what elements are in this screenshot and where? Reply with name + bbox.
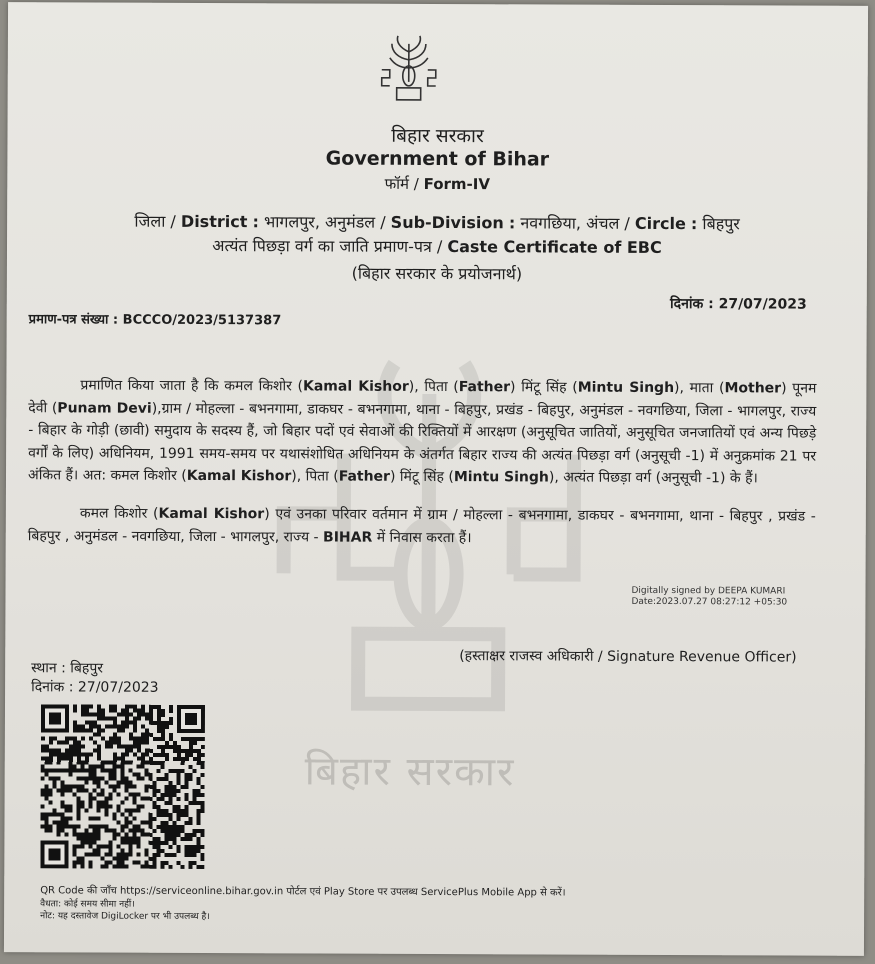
certificate-number: प्रमाण-पत्र संख्या : BCCCO/2023/5137387: [28, 312, 282, 329]
place-date: दिनांक : 27/07/2023: [31, 679, 159, 696]
form-number: फॉर्म / Form-IV: [384, 174, 491, 194]
residence-paragraph: कमल किशोर (Kamal Kishor) एवं उनका परिवार वर्तमान में ग्राम / मोहल्ला - बभनगामा, डाकघर - बभनगामा, थाना - बिहपुर , प्रखंड - बिहपुर , अनुमंडल - नवगछिया, जिला - भागलपुर, राज्य - BIHAR में निवास करता हैं।: [27, 505, 816, 546]
jurisdiction-line: जिला / District : भागलपुर, अनुमंडल / Sub-Division : नवगछिया, अंचल / Circle : बिहपुर: [134, 211, 740, 234]
place: स्थान : बिहपुर: [31, 660, 104, 677]
validity-note: वैधता: कोई समय सीमा नहीं।: [40, 899, 135, 910]
certificate-purpose: (बिहार सरकार के प्रयोजनार्थ): [351, 263, 523, 284]
certification-paragraph: प्रमाणित किया जाता है कि कमल किशोर (Kamal Kishor), पिता (Father) मिंटू सिंह (Mintu Singh), माता (Mother) पूनम देवी (Punam Devi),ग्राम / मोहल्ला - बभनगामा, डाकघर - बभनगामा, थाना - बिहपुर, प्रखंड - बिहपुर, अनुमंडल - नवगछिया, जिला - भागलपुर, राज्य - बिहार के गोड़ी (छावी) समुदाय के सदस्य हैं, जो बिहार पदों एवं सेवाओं की रिक्तियों में आरक्षण (अनुसूचित जातियों, अनुसूचित जनजातियों एवं अन्य पिछड़े वर्गों के लिए) अधिनियम, 1991 समय-समय पर यथासंशोधित अधिनियम के अंतर्गत बिहार राज्य की अत्यंत पिछड़ा वर्ग (अनुसूची -1) में अनुक्रमांक 21 पर अंकित हैं। अत: कमल किशोर (Kamal Kishor), पिता (Father) मिंटू सिंह (Mintu Singh), अत्यंत पिछड़ा वर्ग (अनुसूची -1) के हैं।: [27, 377, 817, 487]
certificate-page: [4, 2, 868, 956]
bihar-emblem-icon: [378, 34, 440, 104]
header-hindi-title: बिहार सरकार: [391, 124, 484, 148]
signature-officer: (हस्ताक्षर राजस्व अधिकारी / Signature Revenue Officer): [459, 648, 797, 666]
watermark-text: बिहार सरकार: [304, 748, 516, 796]
qr-code[interactable]: [40, 704, 205, 869]
digilocker-note: नोट: यह दस्तावेज DigiLocker पर भी उपलब्ध है।: [40, 911, 210, 923]
qr-verification-note: QR Code की जाँच https://serviceonline.bihar.gov.in पोर्टल एवं Play Store पर उपलब्ध ServicePlus Mobile App से करें।: [40, 885, 566, 899]
header-english-title: Government of Bihar: [325, 147, 550, 171]
certificate-title: अत्यंत पिछड़ा वर्ग का जाति प्रमाण-पत्र / Caste Certificate of EBC: [212, 236, 662, 257]
digital-signature: Digitally signed by DEEPA KUMARI Date:2023.07.27 08:27:12 +05:30: [631, 585, 788, 608]
issue-date: दिनांक : 27/07/2023: [670, 296, 807, 313]
